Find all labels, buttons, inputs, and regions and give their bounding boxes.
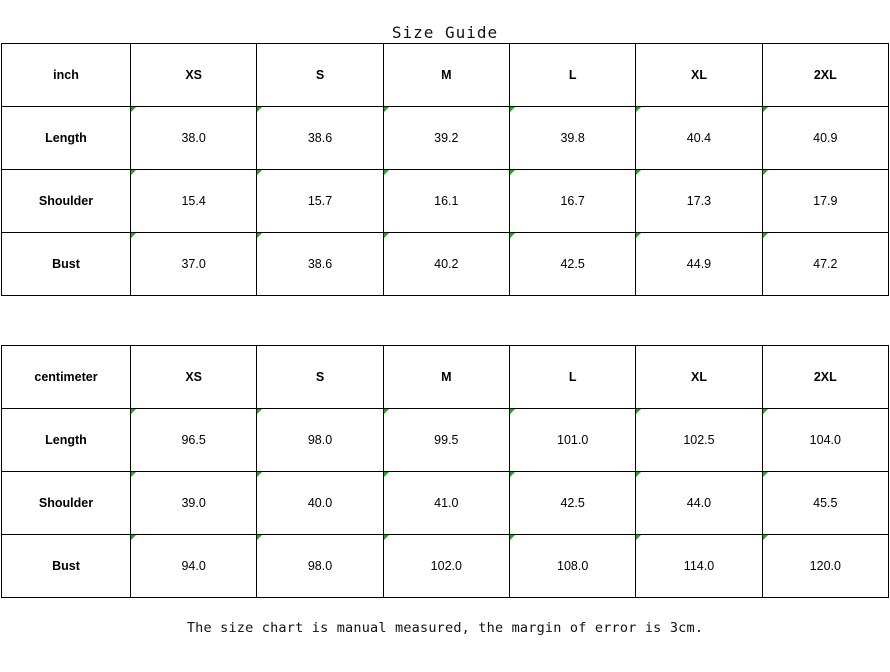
unit-label-inch: inch: [2, 44, 131, 107]
size-column-header: L: [509, 346, 635, 409]
size-column-header: XS: [131, 44, 257, 107]
measure-value: 40.4: [636, 107, 762, 170]
size-column-header: 2XL: [762, 346, 888, 409]
table-row: [2, 409, 889, 472]
size-column-header: S: [257, 44, 383, 107]
measure-value: 47.2: [762, 233, 888, 296]
measure-value: 38.6: [257, 233, 383, 296]
measure-value: 40.9: [762, 107, 888, 170]
size-column-header: XL: [636, 44, 762, 107]
measure-value: 102.5: [636, 409, 762, 472]
measurement-disclaimer: The size chart is manual measured, the margin of error is 3cm.: [186, 620, 704, 636]
inch-table-wrapper: [0, 43, 890, 296]
measure-value: 104.0: [762, 409, 888, 472]
measure-value: 39.8: [509, 107, 635, 170]
measure-value: 98.0: [257, 409, 383, 472]
measure-label: Length: [2, 409, 131, 472]
measure-label: Bust: [2, 233, 131, 296]
table-row: [2, 233, 889, 296]
measure-value: 96.5: [131, 409, 257, 472]
measure-value: 37.0: [131, 233, 257, 296]
measure-value: 102.0: [383, 535, 509, 598]
size-column-header: M: [383, 346, 509, 409]
measure-value: 39.2: [383, 107, 509, 170]
measure-label: Bust: [2, 535, 131, 598]
measure-value: 44.0: [636, 472, 762, 535]
size-column-header: S: [257, 346, 383, 409]
measure-value: 114.0: [636, 535, 762, 598]
measure-value: 16.1: [383, 170, 509, 233]
table-row: [2, 170, 889, 233]
inch-size-table: [1, 43, 889, 296]
measure-label: Shoulder: [2, 472, 131, 535]
table-header-row: [2, 44, 889, 107]
size-column-header: XS: [131, 346, 257, 409]
measure-value: 38.6: [257, 107, 383, 170]
measure-value: 17.9: [762, 170, 888, 233]
measure-value: 120.0: [762, 535, 888, 598]
size-column-header: 2XL: [762, 44, 888, 107]
unit-label-centimeter: centimeter: [2, 346, 131, 409]
table-row: [2, 107, 889, 170]
size-column-header: M: [383, 44, 509, 107]
size-column-header: L: [509, 44, 635, 107]
measure-value: 44.9: [636, 233, 762, 296]
table-spacer: [0, 296, 890, 345]
measure-value: 45.5: [762, 472, 888, 535]
table-header-row: [2, 346, 889, 409]
measure-label: Length: [2, 107, 131, 170]
measure-value: 17.3: [636, 170, 762, 233]
measure-value: 15.4: [131, 170, 257, 233]
measure-value: 15.7: [257, 170, 383, 233]
measure-value: 99.5: [383, 409, 509, 472]
measure-value: 42.5: [509, 472, 635, 535]
measure-value: 94.0: [131, 535, 257, 598]
centimeter-table-wrapper: [0, 345, 890, 598]
page-title: Size Guide: [391, 23, 499, 42]
measure-value: 38.0: [131, 107, 257, 170]
measure-value: 40.2: [383, 233, 509, 296]
size-column-header: XL: [636, 346, 762, 409]
measure-value: 42.5: [509, 233, 635, 296]
table-row: [2, 472, 889, 535]
measure-value: 41.0: [383, 472, 509, 535]
measure-value: 39.0: [131, 472, 257, 535]
centimeter-size-table: [1, 345, 889, 598]
measure-value: 40.0: [257, 472, 383, 535]
measure-value: 101.0: [509, 409, 635, 472]
measure-value: 98.0: [257, 535, 383, 598]
measure-value: 108.0: [509, 535, 635, 598]
measure-value: 16.7: [509, 170, 635, 233]
measure-label: Shoulder: [2, 170, 131, 233]
table-row: [2, 535, 889, 598]
